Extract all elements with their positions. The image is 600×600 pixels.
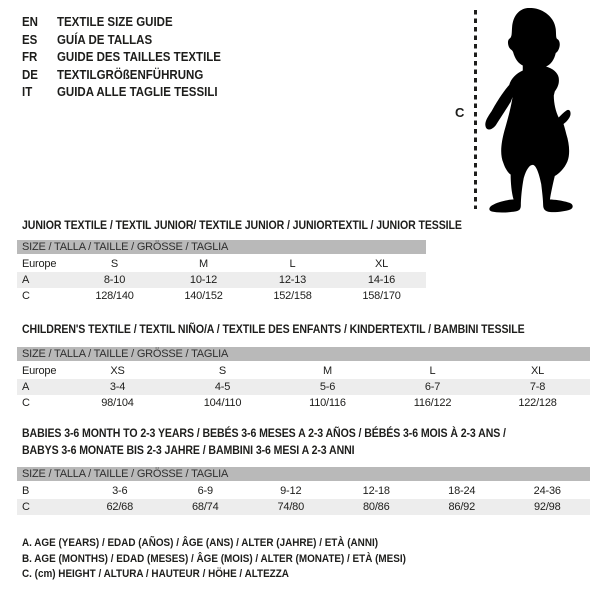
table-cell: 3-6 xyxy=(112,485,128,497)
table-cell: XL xyxy=(530,365,545,377)
language-row xyxy=(22,67,221,85)
row-label: C xyxy=(22,290,30,302)
babies-section-title-line1: BABIES 3-6 MONTH TO 2-3 YEARS / BEBÉS 3-6 MESES A 2-3 AÑOS / BÉBÉS 3-6 MOIS À 2-3 ANS / xyxy=(22,426,506,440)
language-title: TEXTILGRÖßENFÜHRUNG xyxy=(56,67,204,82)
language-row xyxy=(22,49,221,67)
table-cell: 104/110 xyxy=(203,397,242,409)
table-cell: 122/128 xyxy=(518,397,557,409)
row-label: C xyxy=(22,397,30,409)
table-cell: 7-8 xyxy=(529,381,546,393)
row-label: Europe xyxy=(22,258,57,270)
junior-section-title: JUNIOR TEXTILE / TEXTIL JUNIOR/ TEXTILE JUNIOR / JUNIORTEXTIL / JUNIOR TESSILE xyxy=(22,218,462,232)
table-cell: 3-4 xyxy=(109,381,126,393)
language-code: IT xyxy=(22,85,33,100)
table-cell: 8-10 xyxy=(103,274,126,286)
table-cell: 18-24 xyxy=(448,485,476,497)
junior-size-table xyxy=(17,240,426,304)
language-code: DE xyxy=(22,67,38,82)
table-cell: 92/98 xyxy=(533,501,561,513)
row-label: C xyxy=(22,501,30,513)
table-cell: S xyxy=(218,365,227,377)
size-header-bar: SIZE / TALLA / TAILLE / GRÖSSE / TAGLIA xyxy=(17,240,426,254)
table-row xyxy=(17,256,426,272)
table-cell: 12-13 xyxy=(278,274,307,286)
language-code: FR xyxy=(22,50,38,65)
table-cell: XL xyxy=(374,258,389,270)
table-cell: L xyxy=(289,258,296,270)
table-row xyxy=(17,483,590,499)
table-cell: 80/86 xyxy=(362,501,390,513)
language-title: GUÍA DE TALLAS xyxy=(56,32,153,47)
baby-silhouette-icon xyxy=(483,8,580,213)
table-row xyxy=(17,499,590,515)
row-label: A xyxy=(22,274,30,286)
table-cell: 6-9 xyxy=(197,485,213,497)
height-measure-label: C xyxy=(455,105,465,120)
table-cell: 4-5 xyxy=(214,381,231,393)
row-label: B xyxy=(22,485,30,497)
table-cell: 158/170 xyxy=(362,290,401,302)
table-cell: 74/80 xyxy=(277,501,305,513)
height-measure-dashed-line xyxy=(474,10,477,209)
table-cell: XS xyxy=(110,365,125,377)
language-title: GUIDE DES TAILLES TEXTILE xyxy=(56,50,221,65)
table-cell: 62/68 xyxy=(106,501,134,513)
table-row xyxy=(17,395,590,411)
babies-section-title-line2: BABYS 3-6 MONATE BIS 2-3 JAHRE / BAMBINI 3-6 MESI A 2-3 ANNI xyxy=(22,443,355,457)
table-row xyxy=(17,363,590,379)
table-cell: 128/140 xyxy=(95,290,134,302)
table-row xyxy=(17,379,590,395)
table-cell: 24-36 xyxy=(533,485,561,497)
table-row xyxy=(17,288,426,304)
language-row xyxy=(22,14,221,32)
language-row xyxy=(22,32,221,50)
table-cell: 14-16 xyxy=(367,274,396,286)
table-cell: 10-12 xyxy=(189,274,218,286)
legend-line: C. (cm) HEIGHT / ALTURA / HAUTEUR / HÖHE / ALTEZZA xyxy=(22,568,289,580)
table-row xyxy=(17,272,426,288)
table-cell: 68/74 xyxy=(191,501,219,513)
table-cell: 98/104 xyxy=(101,397,134,409)
table-cell: 6-7 xyxy=(424,381,441,393)
size-header-bar: SIZE / TALLA / TAILLE / GRÖSSE / TAGLIA xyxy=(17,347,590,361)
language-title: TEXTILE SIZE GUIDE xyxy=(56,15,173,29)
table-cell: L xyxy=(429,365,436,377)
language-title: GUIDA ALLE TAGLIE TESSILI xyxy=(56,85,218,100)
size-header-bar: SIZE / TALLA / TAILLE / GRÖSSE / TAGLIA xyxy=(17,467,590,481)
legend-line: B. AGE (MONTHS) / EDAD (MESES) / ÂGE (MOIS) / ALTER (MONATE) / ETÀ (MESI) xyxy=(22,552,406,565)
table-cell: 110/116 xyxy=(309,397,346,409)
measurement-legend xyxy=(22,536,449,583)
table-cell: M xyxy=(199,258,208,270)
language-row xyxy=(22,84,221,102)
row-label: A xyxy=(22,381,30,393)
table-cell: 116/122 xyxy=(413,397,452,409)
table-cell: 152/158 xyxy=(273,290,312,302)
row-label: Europe xyxy=(22,365,57,377)
table-cell: 9-12 xyxy=(280,485,302,497)
table-cell: S xyxy=(110,258,119,270)
table-cell: 5-6 xyxy=(319,381,336,393)
babies-size-table xyxy=(17,467,590,515)
language-code: EN xyxy=(22,15,38,29)
table-cell: 86/92 xyxy=(448,501,476,513)
legend-line: A. AGE (YEARS) / EDAD (AÑOS) / ÂGE (ANS) / ALTER (JAHRE) / ETÀ (ANNI) xyxy=(22,537,379,549)
table-cell: 12-18 xyxy=(362,485,390,497)
table-cell: 140/152 xyxy=(184,290,223,302)
children-size-table xyxy=(17,347,590,411)
language-code: ES xyxy=(22,32,38,47)
table-cell: M xyxy=(323,365,332,377)
children-section-title: CHILDREN'S TEXTILE / TEXTIL NIÑO/A / TEXTILE DES ENFANTS / KINDERTEXTIL / BAMBINI TESSILE xyxy=(22,322,525,336)
language-list xyxy=(22,14,238,102)
